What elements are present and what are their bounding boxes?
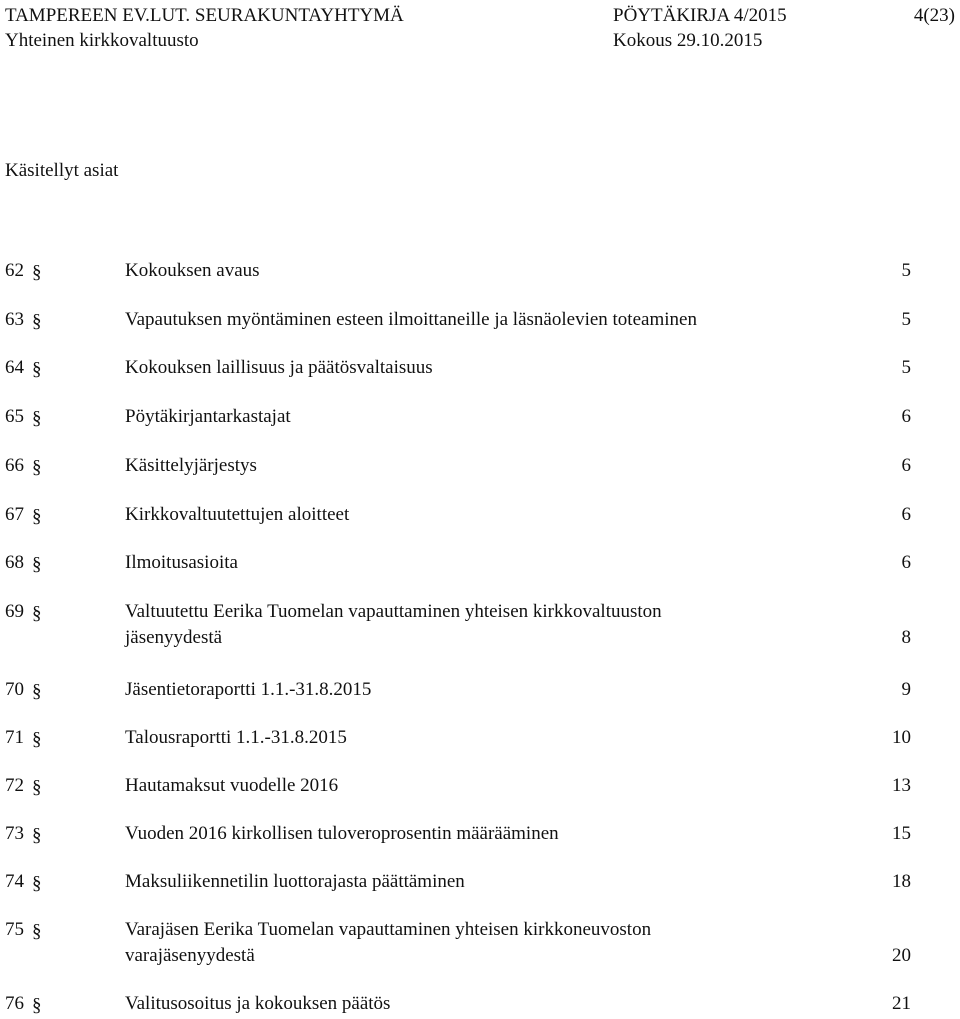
agenda-item-page: 15 [892, 823, 911, 844]
agenda-item-page: 18 [892, 871, 911, 892]
agenda-item-title: Varajäsen Eerika Tuomelan vapauttaminen yhteisen kirkkoneuvoston [125, 919, 652, 940]
agenda-item-page: 6 [901, 406, 911, 427]
agenda-item-title-continued: varajäsenyydestä [125, 945, 255, 966]
section-sign-icon: § [32, 457, 42, 478]
agenda-item-number: 70 [5, 679, 24, 700]
agenda-item-title: Maksuliikennetilin luottorajasta päättäminen [125, 871, 465, 892]
agenda-item-title: Talousraportti 1.1.-31.8.2015 [125, 727, 347, 748]
agenda-item-title: Kokouksen avaus [125, 260, 260, 281]
agenda-item-number: 63 [5, 309, 24, 330]
agenda-item-number: 72 [5, 775, 24, 796]
agenda-item-title: Kirkkovaltuutettujen aloitteet [125, 504, 350, 525]
agenda-item-title: Kokouksen laillisuus ja päätösvaltaisuus [125, 357, 433, 378]
agenda-item-page: 5 [901, 357, 911, 378]
section-sign-icon: § [32, 359, 42, 380]
agenda-item-title: Valitusosoitus ja kokouksen päätös [125, 993, 391, 1014]
agenda-item-title: Ilmoitusasioita [125, 552, 238, 573]
section-sign-icon: § [32, 603, 42, 624]
section-sign-icon: § [32, 825, 42, 846]
agenda-item-title: Vuoden 2016 kirkollisen tuloveroprosentin määrääminen [125, 823, 559, 844]
meeting-date: Kokous 29.10.2015 [613, 30, 763, 51]
section-sign-icon: § [32, 262, 42, 283]
section-title: Käsitellyt asiat [5, 160, 119, 181]
section-sign-icon: § [32, 995, 42, 1016]
section-sign-icon: § [32, 921, 42, 942]
agenda-item-number: 64 [5, 357, 24, 378]
agenda-item-page: 10 [892, 727, 911, 748]
section-sign-icon: § [32, 729, 42, 750]
agenda-item-title: Hautamaksut vuodelle 2016 [125, 775, 339, 796]
section-sign-icon: § [32, 554, 42, 575]
agenda-item-page: 6 [901, 504, 911, 525]
agenda-item-number: 75 [5, 919, 24, 940]
agenda-item-number: 68 [5, 552, 24, 573]
agenda-item-title: Jäsentietoraportti 1.1.-31.8.2015 [125, 679, 372, 700]
agenda-item-page: 9 [901, 679, 911, 700]
agenda-item-title: Pöytäkirjantarkastajat [125, 406, 291, 427]
agenda-item-number: 62 [5, 260, 24, 281]
agenda-item-page: 6 [901, 455, 911, 476]
agenda-item-page: 5 [901, 260, 911, 281]
agenda-item-number: 74 [5, 871, 24, 892]
agenda-item-number: 73 [5, 823, 24, 844]
agenda-item-page: 13 [892, 775, 911, 796]
agenda-item-number: 76 [5, 993, 24, 1014]
agenda-item-title: Käsittelyjärjestys [125, 455, 257, 476]
agenda-item-page: 5 [901, 309, 911, 330]
section-sign-icon: § [32, 777, 42, 798]
agenda-item-title: Vapautuksen myöntäminen esteen ilmoittaneille ja läsnäolevien toteaminen [125, 309, 697, 330]
section-sign-icon: § [32, 681, 42, 702]
agenda-item-title-continued: jäsenyydestä [125, 627, 223, 648]
section-sign-icon: § [32, 873, 42, 894]
agenda-item-number: 66 [5, 455, 24, 476]
agenda-item-number: 67 [5, 504, 24, 525]
agenda-item-page: 21 [892, 993, 911, 1014]
section-sign-icon: § [32, 311, 42, 332]
section-sign-icon: § [32, 408, 42, 429]
organization-name: TAMPEREEN EV.LUT. SEURAKUNTAYHTYMÄ [5, 5, 404, 26]
agenda-item-page: 6 [901, 552, 911, 573]
agenda-item-number: 71 [5, 727, 24, 748]
agenda-item-page: 8 [901, 627, 911, 648]
agenda-item-title: Valtuutettu Eerika Tuomelan vapauttaminen yhteisen kirkkovaltuuston [125, 601, 662, 622]
agenda-item-number: 69 [5, 601, 24, 622]
agenda-item-page: 20 [892, 945, 911, 966]
governing-body: Yhteinen kirkkovaltuusto [5, 30, 199, 51]
page-number: 4(23) [913, 5, 955, 26]
section-sign-icon: § [32, 506, 42, 527]
document-title: PÖYTÄKIRJA 4/2015 [613, 5, 787, 26]
agenda-item-number: 65 [5, 406, 24, 427]
